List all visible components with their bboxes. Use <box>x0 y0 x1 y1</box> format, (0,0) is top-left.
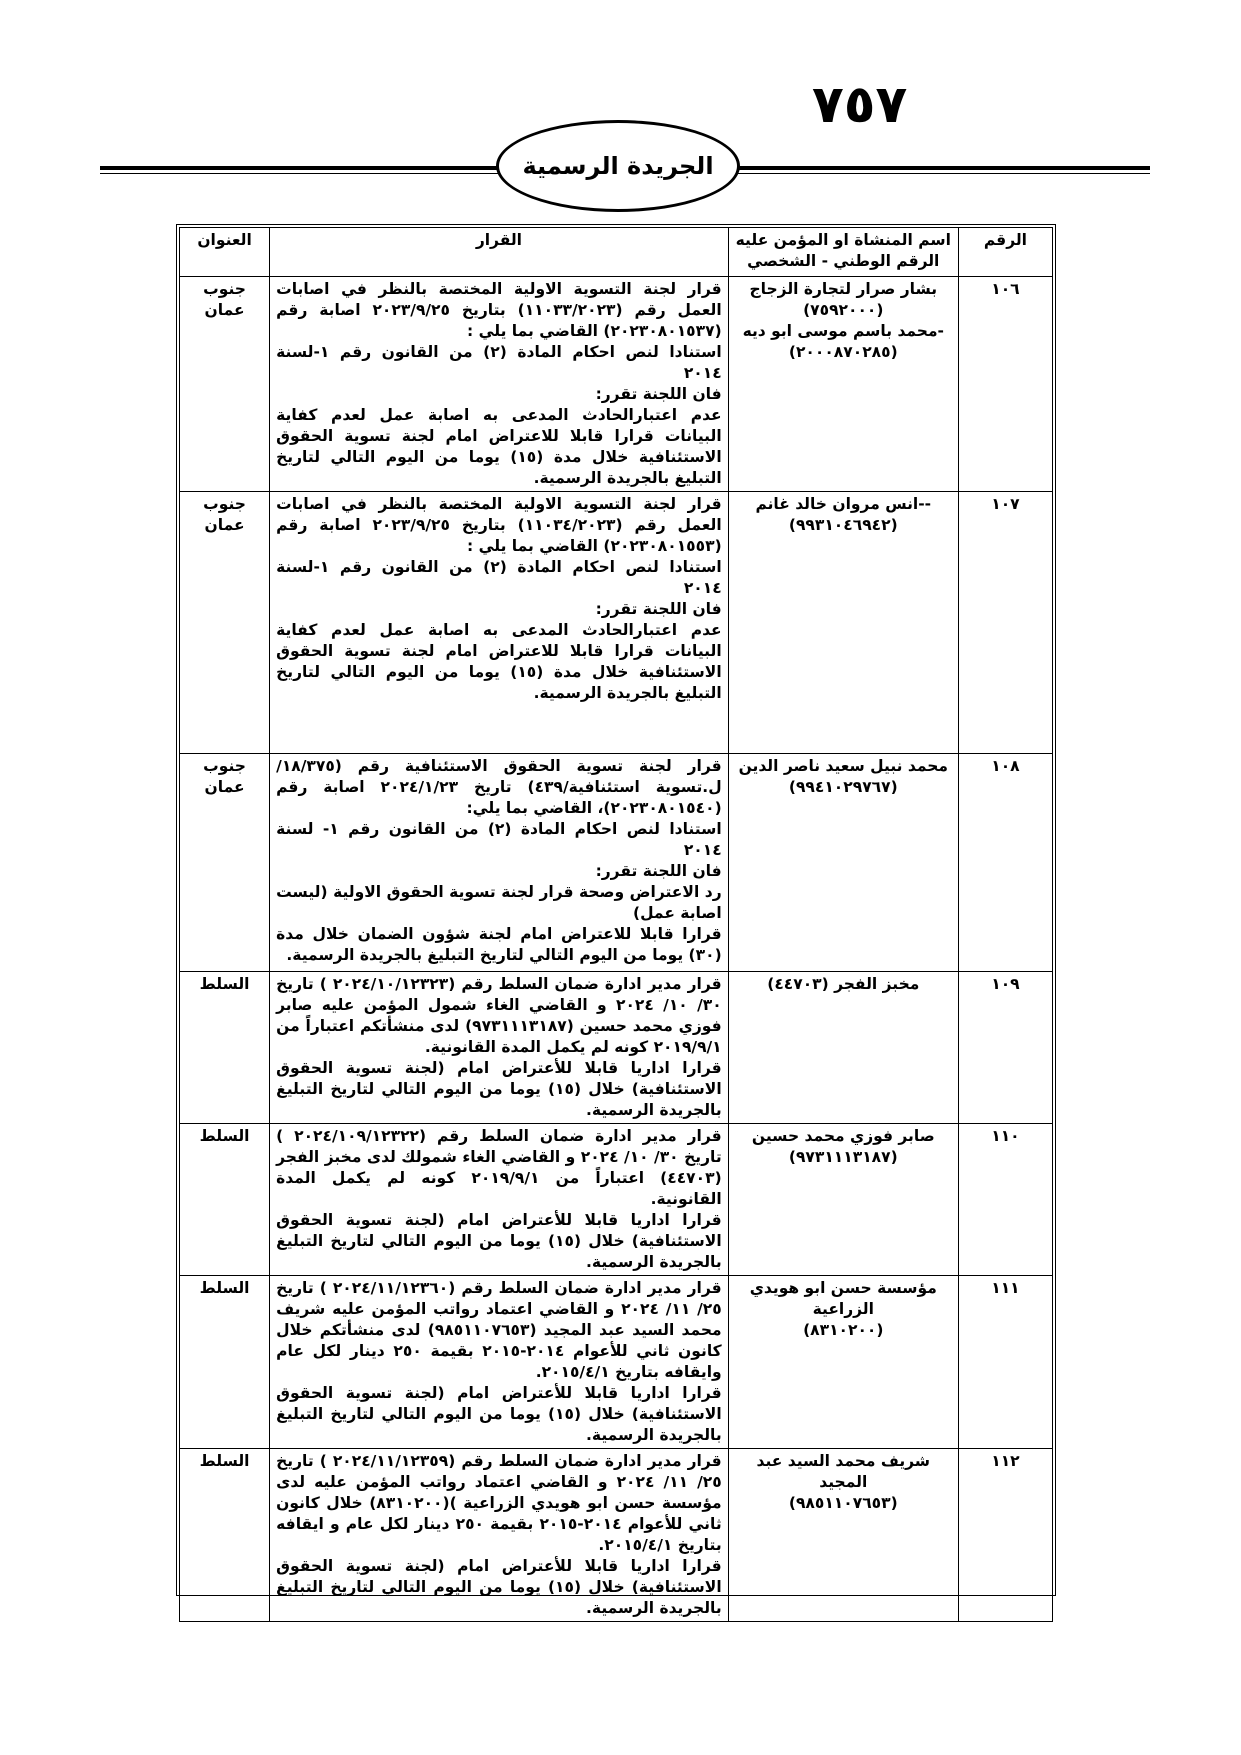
row-name: شريف محمد السيد عبد المجيد (٩٨٥١١٠٧٦٥٣) <box>728 1449 958 1622</box>
table-row <box>180 277 1053 492</box>
row-name: مؤسسة حسن ابو هويدي الزراعية (٨٣١٠٢٠٠) <box>728 1276 958 1449</box>
row-address: جنوب عمان <box>180 492 270 754</box>
row-number: ١١٠ <box>958 1124 1052 1276</box>
row-address: السلط <box>180 1124 270 1276</box>
row-decision: قرار لجنة التسوية الاولية المختصة بالنظر في اصابات العمل رقم (١١٠٣٤/٢٠٢٣) بتاريخ ٢٠٢٣/٩/٢٥ اصابة رقم (٢٠٢٣٠٨٠١٥٥٣) القاضي بما يلي : استنادا لنص احكام المادة (٢) من القانون رقم ١-لسنة ٢٠١٤ فان اللجنة تقرر: عدم اعتبارالحادث المدعى به اصابة عمل لعدم كفاية البيانات قرارا قابلا للاعتراض امام لجنة تسوية الحقوق الاستئنافية خلال مدة (١٥) يوما من اليوم التالي لتاريخ التبليغ بالجريدة الرسمية. <box>270 492 729 754</box>
row-decision: قرار مدير ادارة ضمان السلط رقم (٢٠٢٤/١٠٩/١٢٣٢٢ ) تاريخ ٣٠/ ١٠/ ٢٠٢٤ و القاضي الغاء شمولك لدى مخبز الفجر (٤٤٧٠٣) اعتباراً من ٢٠١٩/٩/١ كونه لم يكمل المدة القانونية. قرارا اداريا قابلا للأعتراض امام (لجنة تسوية الحقوق الاستئنافية) خلال (١٥) يوما من اليوم التالي لتاريخ التبليغ بالجريدة الرسمية. <box>270 1124 729 1276</box>
row-decision: قرار مدير ادارة ضمان السلط رقم (٢٠٢٤/١١/١٢٣٥٩ ) تاريخ ٢٥/ ١١/ ٢٠٢٤ و القاضي اعتماد رواتب المؤمن عليه لدى مؤسسة حسن ابو هويدي الزراعية )(٨٣١٠٢٠٠) خلال كانون ثاني للأعوام ٢٠١٤-٢٠١٥ بقيمة ٢٥٠ دينار لكل عام و ايقافه بتاريخ ٢٠١٥/٤/١. قرارا اداريا قابلا للأعتراض امام (لجنة تسوية الحقوق الاستئنافية) خلال (١٥) يوما من اليوم التالي لتاريخ التبليغ بالجريدة الرسمية. <box>270 1449 729 1622</box>
decisions-table-frame <box>176 224 1056 1617</box>
row-decision: قرار مدير ادارة ضمان السلط رقم (٢٠٢٤/١٠/١٢٣٢٣ ) تاريخ ٣٠/ ١٠/ ٢٠٢٤ و القاضي الغاء شمول المؤمن عليه صابر فوزي محمد حسين (٩٧٣١١١٣١٨٧) لدى منشأتكم اعتباراً من ٢٠١٩/٩/١ كونه لم يكمل المدة القانونية. قرارا اداريا قابلا للأعتراض امام (لجنة تسوية الحقوق الاستئنافية) خلال (١٥) يوما من اليوم التالي لتاريخ التبليغ بالجريدة الرسمية. <box>270 972 729 1124</box>
table-row <box>180 1449 1053 1622</box>
row-address: جنوب عمان <box>180 754 270 972</box>
decisions-table <box>179 227 1053 1622</box>
page-number: ٧٥٧ <box>812 75 908 135</box>
row-address: جنوب عمان <box>180 277 270 492</box>
row-number: ١٠٦ <box>958 277 1052 492</box>
header-number: الرقم <box>958 228 1052 277</box>
row-name: محمد نبيل سعيد ناصر الدين (٩٩٤١٠٢٩٧٦٧) <box>728 754 958 972</box>
row-number: ١٠٨ <box>958 754 1052 972</box>
header-name: اسم المنشاة او المؤمن عليه الرقم الوطني - الشخصي <box>728 228 958 277</box>
table-row <box>180 972 1053 1124</box>
row-address: السلط <box>180 972 270 1124</box>
gazette-title: الجريدة الرسمية <box>522 152 714 180</box>
table-header-row <box>180 228 1053 277</box>
table-row <box>180 1276 1053 1449</box>
row-name: مخبز الفجر (٤٤٧٠٣) <box>728 972 958 1124</box>
row-name: بشار صرار لتجارة الزجاج (٧٥٩٢٠٠٠) -محمد باسم موسى ابو ديه (٢٠٠٠٨٧٠٢٨٥) <box>728 277 958 492</box>
table-row <box>180 492 1053 754</box>
header-address: العنوان <box>180 228 270 277</box>
row-decision: قرار لجنة التسوية الاولية المختصة بالنظر في اصابات العمل رقم (١١٠٣٣/٢٠٢٣) بتاريخ ٢٠٢٣/٩/٢٥ اصابة رقم (٢٠٢٣٠٨٠١٥٣٧) القاضي بما يلي : استنادا لنص احكام المادة (٢) من القانون رقم ١-لسنة ٢٠١٤ فان اللجنة تقرر: عدم اعتبارالحادث المدعى به اصابة عمل لعدم كفاية البيانات قرارا قابلا للاعتراض امام لجنة تسوية الحقوق الاستئنافية خلال مدة (١٥) يوما من اليوم التالي لتاريخ التبليغ بالجريدة الرسمية. <box>270 277 729 492</box>
row-name: --انس مروان خالد غانم (٩٩٣١٠٤٦٩٤٢) <box>728 492 958 754</box>
row-address: السلط <box>180 1449 270 1622</box>
row-address: السلط <box>180 1276 270 1449</box>
row-decision: قرار مدير ادارة ضمان السلط رقم (٢٠٢٤/١١/١٢٣٦٠ ) تاريخ ٢٥/ ١١/ ٢٠٢٤ و القاضي اعتماد رواتب المؤمن عليه شريف محمد السيد عبد المجيد (٩٨٥١١٠٧٦٥٣) لدى منشأتكم خلال كانون ثاني للأعوام ٢٠١٤-٢٠١٥ بقيمة ٢٥٠ دينار لكل عام وايقافه بتاريخ ٢٠١٥/٤/١. قرارا اداريا قابلا للأعتراض امام (لجنة تسوية الحقوق الاستئنافية) خلال (١٥) يوما من اليوم التالي لتاريخ التبليغ بالجريدة الرسمية. <box>270 1276 729 1449</box>
row-number: ١١٢ <box>958 1449 1052 1622</box>
header-decision: القرار <box>270 228 729 277</box>
row-number: ١٠٩ <box>958 972 1052 1124</box>
table-row <box>180 1124 1053 1276</box>
row-number: ١١١ <box>958 1276 1052 1449</box>
gazette-title-oval <box>496 120 740 212</box>
table-row <box>180 754 1053 972</box>
row-decision: قرار لجنة تسوية الحقوق الاستئنافية رقم (١٨/٣٧٥/ل.تسوية استئنافية/٤٣٩) تاريخ ٢٠٢٤/١/٢٣ اصابة رقم (٢٠٢٣٠٨٠١٥٤٠)، القاضي بما يلي: استنادا لنص احكام المادة (٢) من القانون رقم ١- لسنة ٢٠١٤ فان اللجنة تقرر: رد الاعتراض وصحة قرار لجنة تسوية الحقوق الاولية (ليست اصابة عمل) قرارا قابلا للاعتراض امام لجنة شؤون الضمان خلال مدة (٣٠) يوما من اليوم التالي لتاريخ التبليغ بالجريدة الرسمية. <box>270 754 729 972</box>
row-name: صابر فوزي محمد حسين (٩٧٣١١١٣١٨٧) <box>728 1124 958 1276</box>
row-number: ١٠٧ <box>958 492 1052 754</box>
